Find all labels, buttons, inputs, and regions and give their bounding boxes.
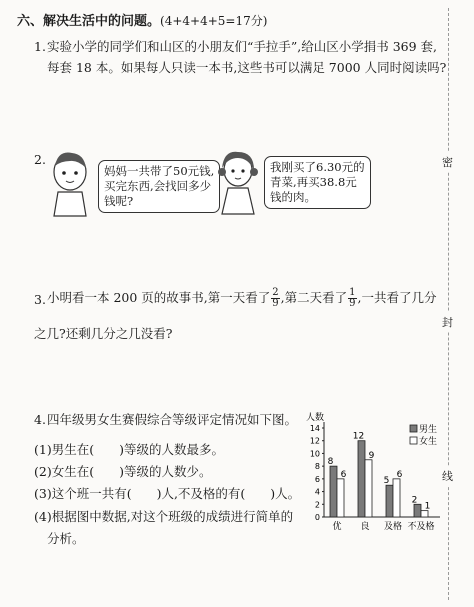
- x-tick-label-优: 优: [332, 522, 342, 532]
- legend-swatch-男生: [410, 425, 417, 432]
- bar-value-label-女生-不及格: 1: [424, 501, 431, 512]
- y-tick-label-7: 14: [309, 424, 320, 433]
- section-points: (4+4+4+5=17分): [160, 14, 268, 28]
- bar-value-label-女生-优: 6: [340, 469, 347, 480]
- legend-label-男生: 男生: [419, 425, 438, 435]
- q3-line-1: 小明看一本 200 页的故事书,第一天看了 $\frac{2}{9}$ ,第二天看了 $\frac{1}{9}$ ,一共看了几分: [47, 287, 437, 309]
- y-tick-label-3: 6: [314, 474, 320, 484]
- q4-sub-4-line-1: (4)根据图中数据,对这个班级的成绩进行简单的: [34, 509, 294, 524]
- boy-illustration: [48, 148, 96, 218]
- bar-value-label-女生-良: 9: [368, 450, 375, 461]
- y-tick-label-1: 2: [314, 500, 320, 510]
- mom-speech-line-3: 钱呢?: [104, 194, 134, 208]
- q4-intro: 四年级男女生赛假综合等级评定情况如下图。: [47, 412, 298, 427]
- y-tick-label-2: 4: [314, 487, 320, 497]
- speaker-speech-bubble: [264, 156, 371, 209]
- q3-line-2: 之几?还剩几分之几没看?: [34, 326, 173, 341]
- bar-男生-优: [330, 466, 337, 517]
- q1-number: 1.: [34, 39, 46, 54]
- girl-illustration: [216, 148, 260, 220]
- bar-男生-及格: [386, 485, 393, 517]
- y-tick-label-0: 0: [314, 513, 320, 522]
- y-tick-label-4: 8: [314, 462, 320, 472]
- bar-男生-不及格: [414, 504, 421, 517]
- bar-女生-良: [365, 460, 372, 517]
- grade-bar-chart: [300, 410, 444, 536]
- y-tick-label-6: 12: [309, 436, 320, 446]
- legend-label-女生: 女生: [419, 437, 438, 447]
- mom-speech-line-2: 买完东西,会找回多少: [104, 179, 212, 193]
- legend-swatch-女生: [410, 437, 417, 444]
- bar-男生-良: [358, 441, 365, 517]
- speaker-speech-line-1: 我刚买了6.30元的: [270, 160, 365, 174]
- x-tick-label-及格: 及格: [383, 522, 403, 532]
- bar-value-label-男生-优: 8: [327, 457, 334, 468]
- bar-value-label-男生-良: 12: [352, 431, 365, 442]
- q4-sub-3: (3)这个班一共有( )人,不及格的有( )人。: [34, 486, 301, 501]
- seal-char-1: 密: [442, 152, 453, 172]
- q4-sub-1: (1)男生在( )等级的人数最多。: [34, 442, 224, 457]
- seal-char-2: 封: [442, 312, 453, 332]
- bar-value-label-男生-不及格: 2: [411, 495, 418, 506]
- speaker-speech-line-2: 青菜,再买38.8元: [270, 175, 357, 189]
- q4-sub-2: (2)女生在( )等级的人数少。: [34, 464, 212, 479]
- q1-line-1: 实验小学的同学们和山区的小朋友们“手拉手”,给山区小学捐书 369 套,: [47, 39, 438, 54]
- bar-女生-及格: [393, 479, 400, 517]
- q2-number: 2.: [34, 152, 46, 167]
- x-tick-label-良: 良: [360, 522, 370, 532]
- fraction-two-ninths: $\frac{2}{9}$: [272, 287, 279, 309]
- bar-value-label-女生-及格: 6: [396, 469, 403, 480]
- bar-value-label-男生-及格: 5: [383, 476, 390, 487]
- x-tick-label-不及格: 不及格: [407, 522, 435, 532]
- mom-speech-line-1: 妈妈一共带了50元钱,: [104, 164, 215, 178]
- q4-sub-4-line-2: 分析。: [47, 531, 85, 546]
- bar-女生-优: [337, 479, 344, 517]
- binding-line: [448, 8, 449, 600]
- mom-speech-bubble: [98, 160, 220, 213]
- seal-char-3: 线: [442, 466, 453, 486]
- q4-number: 4.: [34, 412, 46, 427]
- q3-number: 3.: [34, 292, 46, 307]
- y-axis-label: 人数: [306, 413, 325, 423]
- speaker-speech-line-3: 钱的肉。: [270, 190, 316, 204]
- y-tick-label-5: 10: [309, 449, 320, 459]
- q1-line-2: 每套 18 本。如果每人只读一本书,这些书可以满足 7000 人同时阅读吗?: [47, 60, 447, 75]
- section-title: 六、解决生活中的问题。(4+4+4+5=17分): [17, 14, 268, 29]
- fraction-one-ninth: $\frac{1}{9}$: [349, 287, 356, 309]
